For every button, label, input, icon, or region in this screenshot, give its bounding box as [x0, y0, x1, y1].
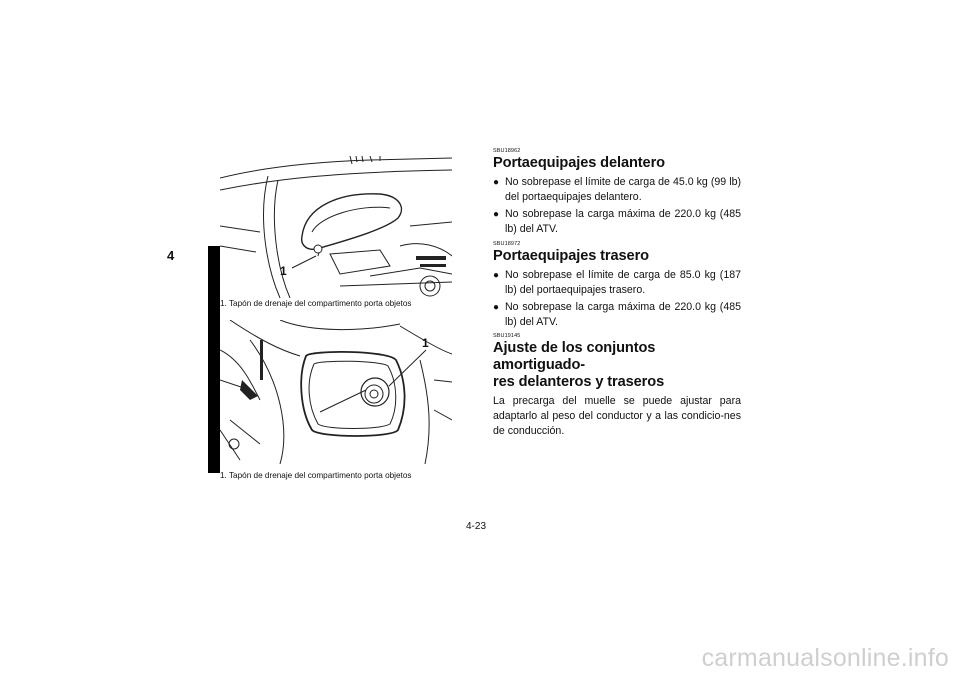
- list-item: ● No sobrepase la carga máxima de 220.0 kg (485 lb) del ATV.: [493, 301, 741, 328]
- bullet-icon: ●: [493, 270, 500, 281]
- figure-rear-storage: [220, 320, 452, 464]
- watermark: carmanualsonline.info: [701, 644, 949, 672]
- section-code: SBU18962: [493, 148, 521, 154]
- section-shock-adjust: [493, 333, 741, 439]
- bullet-icon: ●: [493, 209, 500, 220]
- bullet-list: [493, 175, 741, 237]
- section-title: Portaequipajes delantero: [493, 155, 665, 171]
- list-item: ● No sobrepase el límite de carga de 85.0 kg (187 lb) del portaequipajes trasero.: [493, 269, 741, 296]
- list-item: ● No sobrepase el límite de carga de 45.0 kg (99 lb) del portaequipajes delantero.: [493, 176, 741, 203]
- page-number: 4-23: [466, 521, 487, 532]
- section-title: Portaequipajes trasero: [493, 248, 649, 264]
- bullet-icon: ●: [493, 302, 500, 313]
- figure-front-storage: [220, 156, 452, 298]
- chapter-tab: [208, 246, 220, 473]
- section-code: SBU19145: [493, 333, 521, 339]
- section-rear-rack: [493, 241, 741, 332]
- section-code: SBU18972: [493, 241, 521, 247]
- figure-callout: 1: [422, 336, 429, 350]
- chapter-number: 4: [167, 248, 175, 263]
- section-body: La precarga del muelle se puede ajustar para adaptarlo al peso del conductor y a las condicio-nes de conducción.: [493, 395, 741, 437]
- list-item: ● No sobrepase la carga máxima de 220.0 kg (485 lb) del ATV.: [493, 208, 741, 235]
- section-title: Ajuste de los conjuntos amortiguado- res delanteros y traseros: [493, 340, 665, 390]
- figure-caption: 1. Tapón de drenaje del compartimento porta objetos: [220, 471, 412, 480]
- figure-caption: 1. Tapón de drenaje del compartimento porta objetos: [220, 299, 412, 308]
- figure-callout: 1: [280, 264, 287, 278]
- bullet-icon: ●: [493, 177, 500, 188]
- section-front-rack: [493, 148, 741, 239]
- bullet-list: [493, 268, 741, 330]
- rear-storage-illustration: [220, 320, 452, 464]
- front-storage-illustration: [220, 156, 452, 298]
